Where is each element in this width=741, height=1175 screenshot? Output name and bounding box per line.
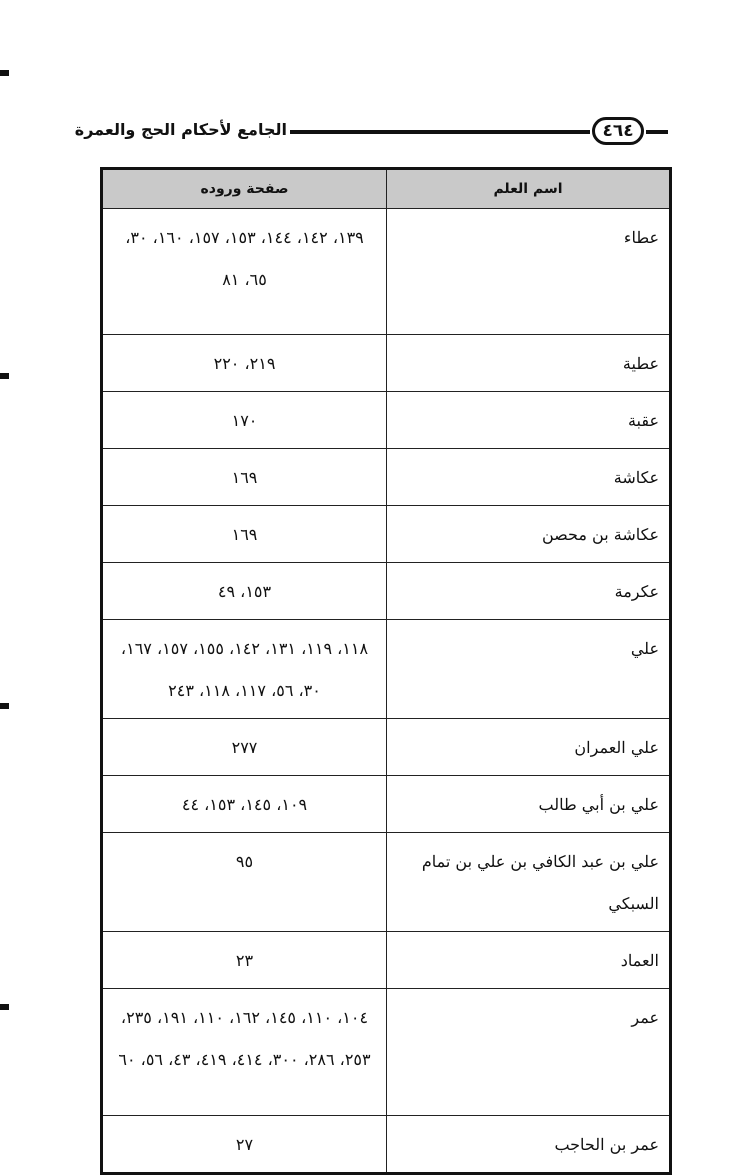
person-name: عقبة	[387, 392, 671, 449]
table-row	[102, 392, 671, 449]
page-refs: ١١٨، ١١٩، ١٣١، ١٤٢، ١٥٥، ١٥٧، ١٦٧، ٣٠، ٥٦، ١١٧، ١١٨، ٢٤٣	[102, 620, 387, 719]
scan-edge-mark	[0, 703, 9, 709]
header-pages: صفحة وروده	[102, 169, 387, 209]
header-name: اسم العلم	[387, 169, 671, 209]
person-name: عطية	[387, 335, 671, 392]
page-refs: ١٧٠	[102, 392, 387, 449]
page-refs: ١٥٣، ٤٩	[102, 563, 387, 620]
person-name: عمر بن الحاجب	[387, 1116, 671, 1174]
table-row	[102, 506, 671, 563]
person-name: علي العمران	[387, 719, 671, 776]
table-row	[102, 620, 671, 719]
page-refs: ٩٥	[102, 833, 387, 932]
table-row	[102, 833, 671, 932]
header-rule	[646, 130, 668, 134]
page-refs: ٢٧	[102, 1116, 387, 1174]
page-refs: ١٦٩	[102, 506, 387, 563]
table-header-row	[102, 169, 671, 209]
page-refs: ٢٧٧	[102, 719, 387, 776]
page-refs: ١٦٩	[102, 449, 387, 506]
person-name: علي بن عبد الكافي بن علي بن تمام السبكي	[387, 833, 671, 932]
person-name: عكرمة	[387, 563, 671, 620]
page-refs: ٢٣	[102, 932, 387, 989]
table-row	[102, 449, 671, 506]
table-row	[102, 932, 671, 989]
table-row	[102, 719, 671, 776]
table-row	[102, 563, 671, 620]
person-name: عكاشة بن محصن	[387, 506, 671, 563]
header-rule	[290, 130, 590, 134]
person-name: العماد	[387, 932, 671, 989]
page-refs: ١٣٩، ١٤٢، ١٤٤، ١٥٣، ١٥٧، ١٦٠، ٣٠، ٦٥، ٨١	[102, 209, 387, 335]
page-refs: ١٠٩، ١٤٥، ١٥٣، ٤٤	[102, 776, 387, 833]
table-row	[102, 335, 671, 392]
page-number: ٤٦٤	[592, 117, 644, 145]
book-title: الجامع لأحكام الحج والعمرة	[74, 120, 287, 139]
scan-edge-mark	[0, 1004, 9, 1010]
page-refs: ١٠٤، ١١٠، ١٤٥، ١٦٢، ١١٠، ١٩١، ٢٣٥، ٢٥٣، ٢٨٦، ٣٠٠، ٤١٤، ٤١٩، ٤٣، ٥٦، ٦٠	[102, 989, 387, 1116]
names-index-table	[100, 167, 672, 1175]
scan-edge-mark	[0, 70, 9, 76]
table-row	[102, 989, 671, 1116]
person-name: عكاشة	[387, 449, 671, 506]
table-row	[102, 1116, 671, 1174]
person-name: عطاء	[387, 209, 671, 335]
table-row	[102, 209, 671, 335]
person-name: عمر	[387, 989, 671, 1116]
page-header	[0, 112, 741, 152]
scan-edge-mark	[0, 373, 9, 379]
person-name: علي بن أبي طالب	[387, 776, 671, 833]
person-name: علي	[387, 620, 671, 719]
table-row	[102, 776, 671, 833]
page-refs: ٢١٩، ٢٢٠	[102, 335, 387, 392]
